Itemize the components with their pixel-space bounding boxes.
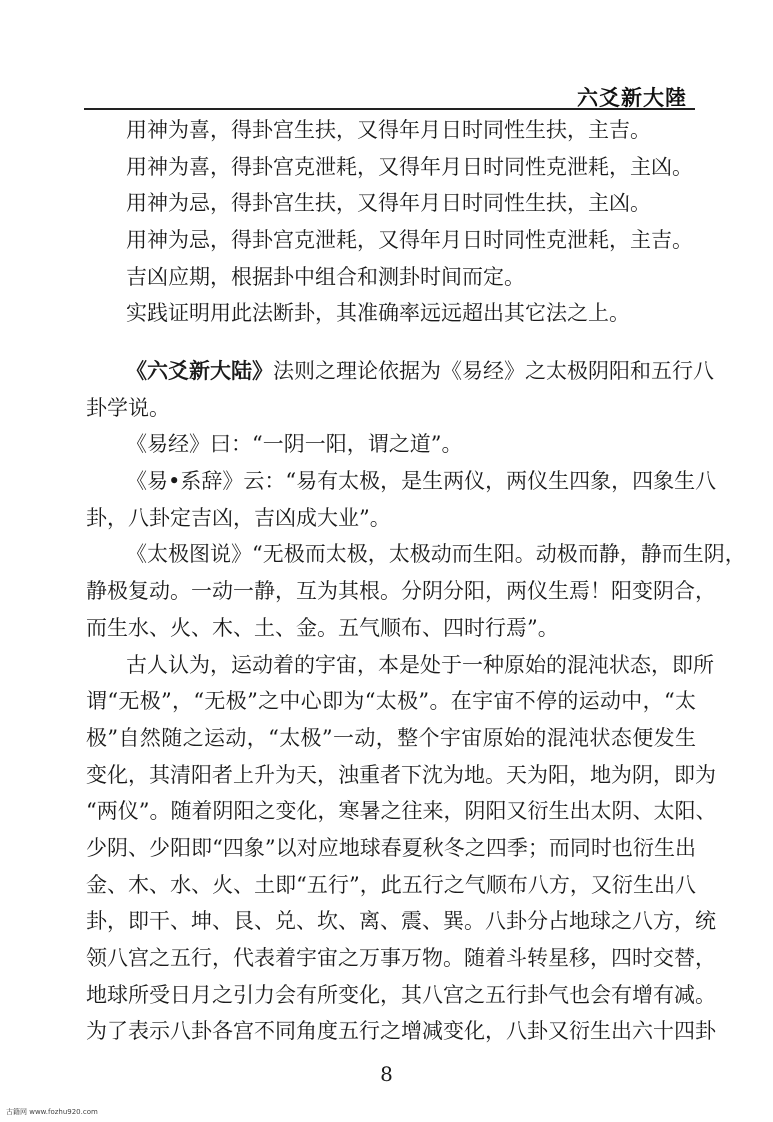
paragraph-line: 卦，即干、坤、艮、兑、坎、离、震、巽。八卦分占地球之八方，统 [86,909,716,934]
paragraph-line: 古人认为，运动着的宇宙，本是处于一种原始的混沌状态，即所 [126,652,714,677]
header-rule [84,108,695,110]
book-title-header: 六爻新大陸 [577,86,687,110]
paragraph-line: 为了表示八卦各宫不同角度五行之增减变化，八卦又衍生出六十四卦 [86,1019,716,1044]
text-line: 吉凶应期，根据卦中组合和测卦时间而定。 [126,264,525,289]
paragraph-line: 极”自然随之运动，“太极”一动，整个宇宙原始的混沌状态便发生 [86,725,696,750]
paragraph-line: 谓“无极”，“无极”之中心即为“太极”。在宇宙不停的运动中，“太 [86,689,696,714]
quote-line: 卦，八卦定吉凶，吉凶成大业”。 [86,505,391,530]
quote-line: 而生水、火、木、土、金。五气顺布、四时行焉”。 [86,615,559,640]
rules-section [86,112,696,332]
paragraph-line: 领八宫之五行，代表着宇宙之万事万物。随着斗转星移，四时交替， [86,946,716,970]
book-title-bold: 《六爻新大陆》 [126,358,273,383]
quote-line: 《易•系辞》云：“易有太极，是生两仪，两仪生四象，四象生八 [126,469,717,494]
quote-line: 《易经》曰：“一阴一阳，谓之道”。 [126,432,463,457]
paragraph-line: 变化，其清阳者上升为天，浊重者下沈为地。天为阳，地为阴，即为 [86,762,716,787]
quote-line: 《太极图说》“无极而太极，太极动而生阳。动极而静，静而生阴， [126,542,746,567]
page-number: 8 [380,1062,393,1086]
quote-line: 静极复动。一动一静，互为其根。分阴分阳，两仪生焉！阳变阴合， [86,579,716,604]
text-line: 用神为忌，得卦宫生扶，又得年月日时同性生扶，主凶。 [126,191,651,216]
text-line: 实践证明用此法断卦，其准确率远远超出其它法之上。 [126,301,630,326]
paragraph-line: “两仪”。随着阴阳之变化，寒暑之往来，阴阳又衍生出太阴、太阳、 [86,799,717,824]
paragraph-line [86,353,714,390]
paragraph-line: 地球所受日月之引力会有所变化，其八宫之五行卦气也会有增有减。 [86,982,716,1007]
theory-section [86,353,746,1050]
text-line: 用神为喜，得卦宫生扶，又得年月日时同性生扶，主吉。 [126,118,651,142]
text-line: 用神为喜，得卦宫克泄耗，又得年月日时同性克泄耗，主凶。 [126,154,693,179]
text-line: 用神为忌，得卦宫克泄耗，又得年月日时同性克泄耗，主吉。 [126,228,693,253]
paragraph-line: 卦学说。 [86,395,170,420]
paragraph-line: 少阴、少阳即“四象”以对应地球春夏秋冬之四季；而同时也衍生出 [86,835,696,860]
site-watermark: 古籍网 www.fozhu920.com [6,1108,98,1116]
paragraph-text: 法则之理论依据为《易经》之太极阴阳和五行八 [273,359,714,383]
paragraph-line: 金、木、水、火、土即“五行”，此五行之气顺布八方，又衍生出八 [86,872,696,897]
